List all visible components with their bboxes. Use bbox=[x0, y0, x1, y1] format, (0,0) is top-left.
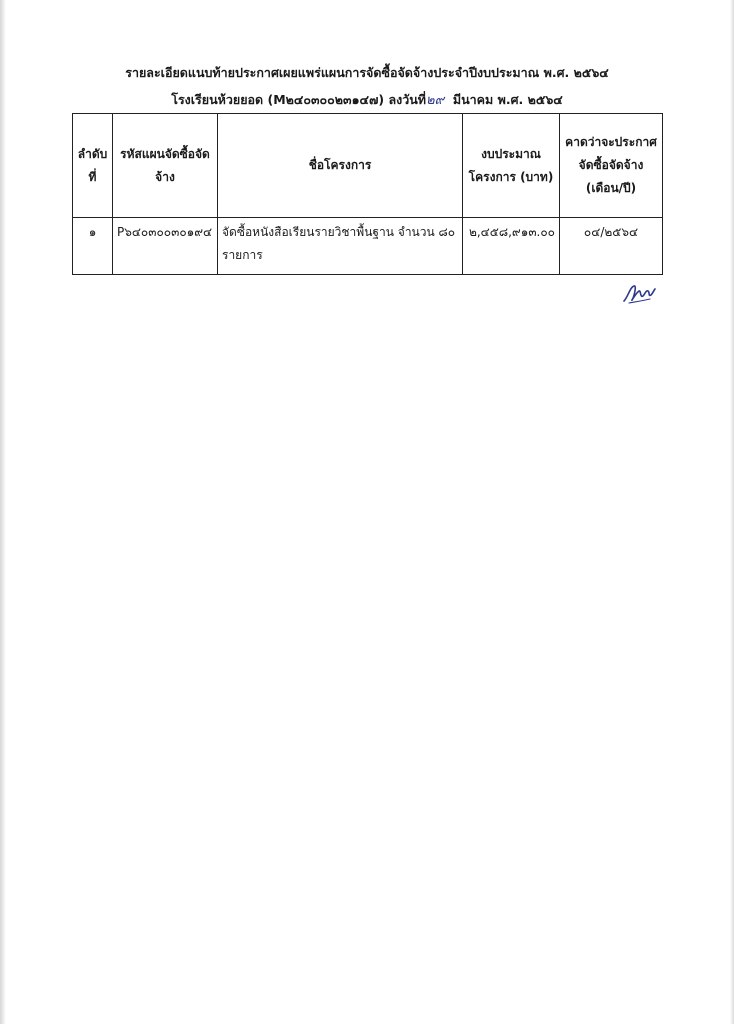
table-row bbox=[73, 218, 663, 275]
handwritten-signature-icon bbox=[622, 281, 656, 305]
header-plan-code: รหัสแผนจัดซื้อจัดจ้าง bbox=[113, 114, 218, 218]
row-budget: ๒,๔๕๘,๙๑๓.๐๐ bbox=[463, 218, 560, 275]
row-project-name: จัดซื้อหนังสือเรียนรายวิชาพื้นฐาน จำนวน ๘๐ รายการ bbox=[218, 218, 463, 275]
page-edge-shadow-left bbox=[0, 0, 6, 1024]
handwritten-day: ๒๙ bbox=[426, 93, 445, 108]
title-school-and-date-prefix: โรงเรียนห้วยยอด (M๒๔๐๓๐๐๒๓๑๔๗) ลงวันที่ bbox=[171, 92, 427, 107]
title-month-year: มีนาคม พ.ศ. ๒๕๖๔ bbox=[452, 92, 563, 107]
page-edge-shadow-right bbox=[730, 0, 734, 1024]
document-title-line-2 bbox=[0, 89, 734, 110]
row-seq: ๑ bbox=[73, 218, 113, 275]
row-plan-code: P๖๔๐๓๐๐๓๐๑๙๔ bbox=[113, 218, 218, 275]
header-budget: งบประมาณโครงการ (บาท) bbox=[463, 114, 560, 218]
header-expected-date: คาดว่าจะประกาศจัดซื้อจัดจ้าง (เดือน/ปี) bbox=[560, 114, 663, 218]
header-seq: ลำดับที่ bbox=[73, 114, 113, 218]
document-title-line-1: รายละเอียดแนบท้ายประกาศเผยแพร่แผนการจัดซื้อจัดจ้างประจำปีงบประมาณ พ.ศ. ๒๕๖๔ bbox=[125, 65, 609, 80]
procurement-plan-table bbox=[72, 113, 663, 275]
row-expected-date: ๐๔/๒๕๖๔ bbox=[560, 218, 663, 275]
table-header-row bbox=[73, 114, 663, 218]
header-project-name: ชื่อโครงการ bbox=[218, 114, 463, 218]
